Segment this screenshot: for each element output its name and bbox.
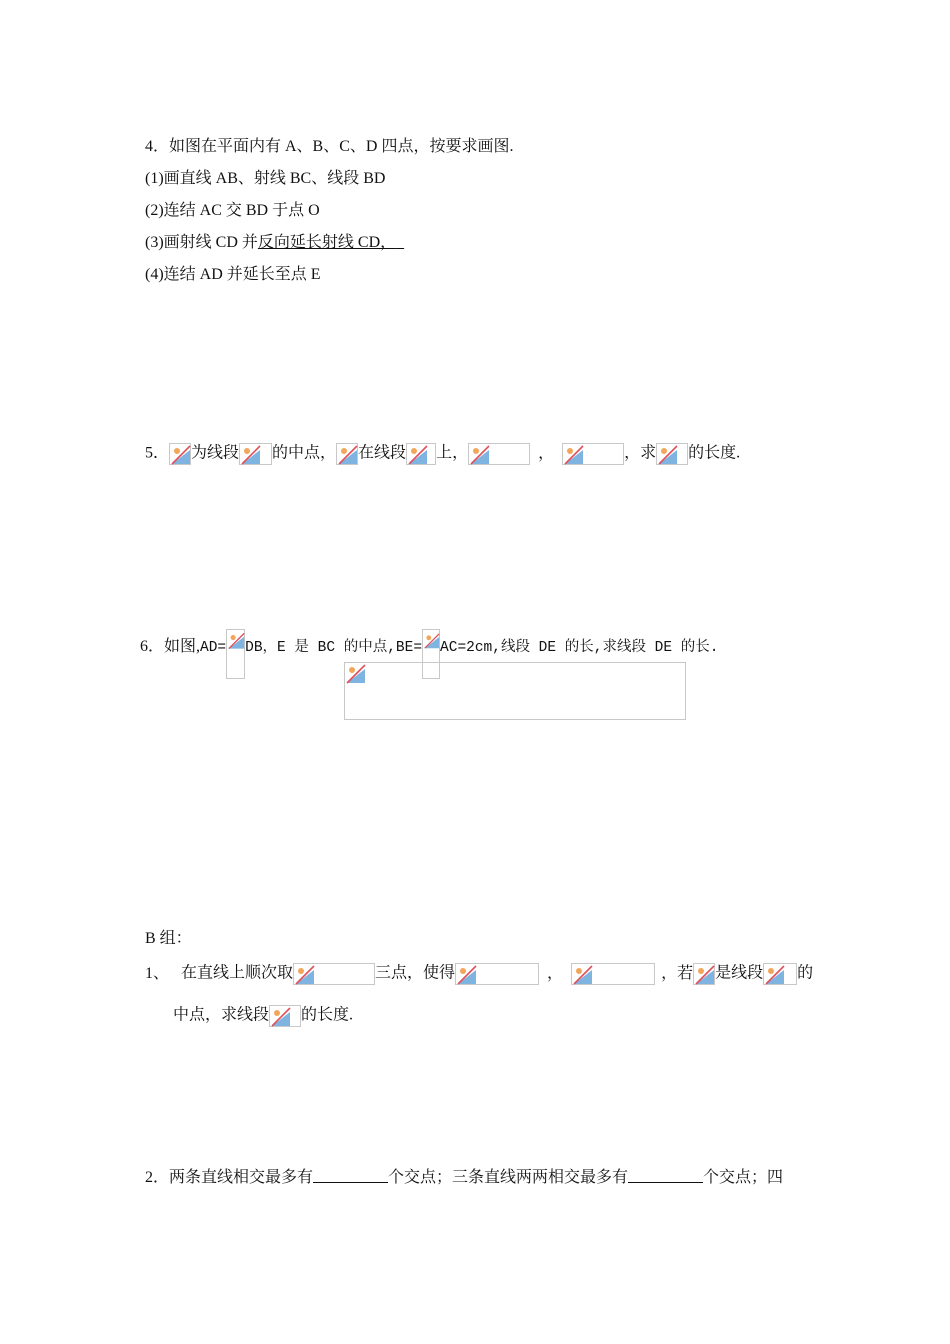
broken-image-icon xyxy=(571,963,655,985)
broken-image-icon xyxy=(455,963,539,985)
b-q2-text-1: 2．两条直线相交最多有 xyxy=(145,1169,314,1186)
broken-image-icon xyxy=(693,963,715,985)
broken-image-icon xyxy=(336,443,358,465)
broken-image-icon xyxy=(269,1005,301,1027)
broken-image-icon xyxy=(656,443,688,465)
b-q1-text-1: 在直线上顺次取 xyxy=(181,964,294,982)
b-q2-text-2: 个交点；三条直线两两相交最多有 xyxy=(388,1169,629,1186)
q5-text-4: 上， xyxy=(436,444,469,462)
q5-text-1: 为线段 xyxy=(191,444,240,462)
b-q1-text-4: ，若 xyxy=(661,964,694,982)
b-q1-text-2: 三点，使得 xyxy=(375,964,456,982)
q5-text-7: 的长度. xyxy=(688,444,741,462)
q4-part4: (4)连结 AD 并延长至点 E xyxy=(145,266,321,283)
q4-part2: (2)连结 AC 交 BD 于点 O xyxy=(145,202,320,219)
answer-blank[interactable] xyxy=(313,1168,388,1183)
q5-line xyxy=(145,443,740,465)
b-q1-line1 xyxy=(145,963,813,985)
q5-text-3: 在线段 xyxy=(358,444,407,462)
broken-image-icon xyxy=(562,443,624,465)
b-q1-text-8: 的长度. xyxy=(301,1006,354,1024)
b-q2-line xyxy=(145,1168,783,1188)
b-q2-text-3: 个交点；四 xyxy=(703,1169,784,1186)
b-q1-line2 xyxy=(173,1005,353,1027)
broken-image-icon xyxy=(226,629,245,679)
broken-image-icon xyxy=(169,443,191,465)
broken-image-icon xyxy=(346,664,366,684)
broken-image-icon xyxy=(293,963,375,985)
q6-text-2: DB，E 是 BC 的中点,BE= xyxy=(245,640,423,656)
q4-part1: (1)画直线 AB、射线 BC、线段 BD xyxy=(145,170,386,187)
q4-part3-text: (3)画射线 CD 并 xyxy=(145,234,258,251)
q5-text-5: ， xyxy=(538,444,555,462)
broken-image-icon xyxy=(239,443,272,465)
group-b-heading: B 组： xyxy=(145,930,192,947)
answer-blank[interactable] xyxy=(628,1168,703,1183)
q4-part3-underlined: 反向延长射线 CD， xyxy=(257,234,397,251)
broken-image-icon xyxy=(406,443,436,465)
b-q1-text-6: 的 xyxy=(797,964,814,982)
q6-figure xyxy=(344,662,686,720)
broken-image-icon xyxy=(763,963,797,985)
q6-number: 6．如图, xyxy=(140,638,201,655)
q5-number: 5． xyxy=(145,444,170,462)
q4-part3 xyxy=(145,233,404,253)
broken-image-icon xyxy=(468,443,530,465)
q6-text-1: AD= xyxy=(200,640,227,656)
q6-text-3: AC=2cm,线段 DE 的长,求线段 DE 的长. xyxy=(440,640,719,656)
b-q1-number: 1、 xyxy=(145,964,170,982)
b-q1-text-5: 是线段 xyxy=(715,964,764,982)
b-q1-text-3: ， xyxy=(547,964,564,982)
q5-text-2: 的中点， xyxy=(272,444,337,462)
b-q1-text-7: 中点，求线段 xyxy=(173,1006,270,1024)
q4-stem: 4．如图在平面内有 A、B、C、D 四点，按要求画图. xyxy=(145,138,514,155)
q5-text-6: ，求 xyxy=(624,444,657,462)
